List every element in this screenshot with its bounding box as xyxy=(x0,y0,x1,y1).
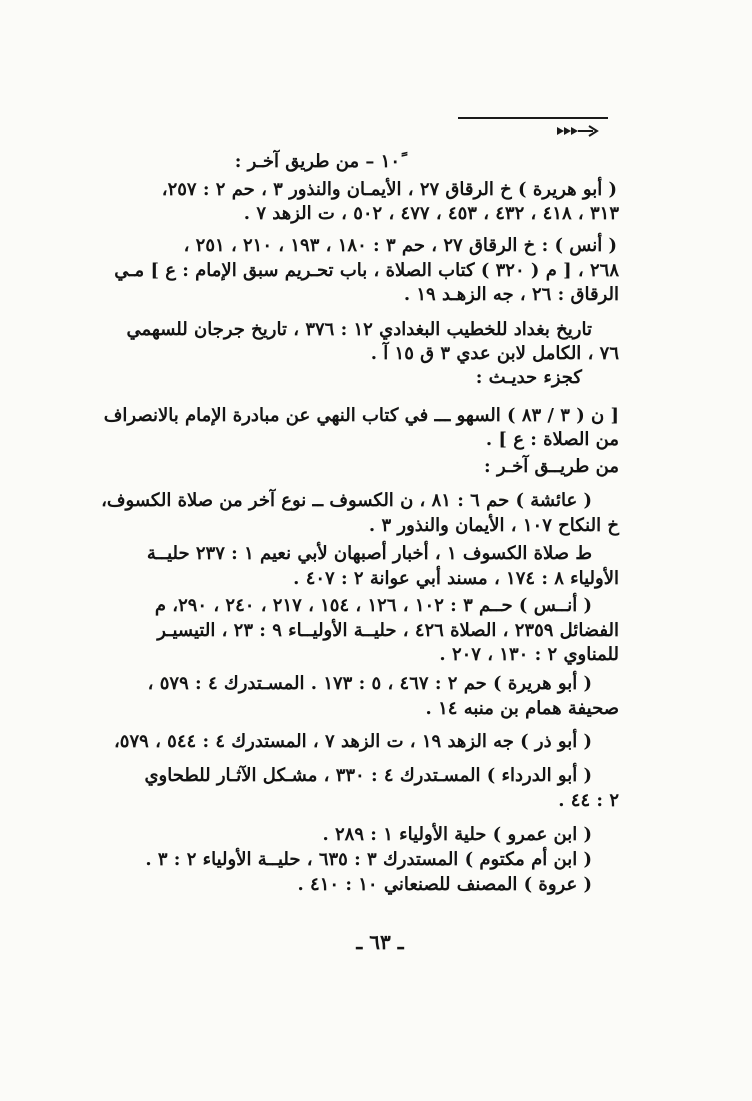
text-line: ٣١٣ ، ٤١٨ ، ٤٣٢ ، ٤٥٣ ، ٤٧٧ ، ٥٠٢ ، ت الزهد ٧ . xyxy=(243,203,619,224)
section-heading-other-route: ١٠ً – من طريق آخـر : xyxy=(234,151,400,172)
text-line: ( ابن عمرو ) حلية الأولياء ١ : ٢٨٩ . xyxy=(322,824,592,845)
text-line: ( أبو الدرداء ) المسـتدرك ٤ : ٣٣٠ ، مشـكل الآثـار للطحاوي xyxy=(144,765,592,786)
text-line: من الصلاة : ع ] . xyxy=(485,429,619,450)
page-number: ـ ٦٣ ـ xyxy=(356,930,404,954)
header-rule xyxy=(458,117,608,119)
text-line: الفضائل ٢٣٥٩ ، الصلاة ٤٢٦ ، حليــة الأوليــاء ٩ : ٢٣ ، التيسيـر xyxy=(157,620,619,641)
text-line: للمناوي ٢ : ١٣٠ ، ٢٠٧ . xyxy=(439,644,619,665)
text-line: تاريخ بغداد للخطيب البغدادي ١٢ : ٣٧٦ ، تاريخ جرجان للسهمي xyxy=(126,319,592,340)
section-heading-other-route: من طريــق آخـر : xyxy=(484,456,619,477)
text-line: ( عروة ) المصنف للصنعاني ١٠ : ٤١٠ . xyxy=(297,874,592,895)
text-line: [ ن ( ٣ / ٨٣ ) السهو ـــ في كتاب النهي عن مبادرة الإمام بالانصراف xyxy=(103,405,619,426)
text-line: الرقاق : ٢٦ ، جه الزهـد ١٩ . xyxy=(403,284,619,305)
text-line: ( أبو هريرة ) خ الرقاق ٢٧ ، الأيمـان والنذور ٣ ، حم ٢ : ٢٥٧، xyxy=(161,179,617,200)
text-line: الأولياء ٨ : ١٧٤ ، مسند أبي عوانة ٢ : ٤٠٧ . xyxy=(293,568,619,589)
double-arrow-icon xyxy=(555,122,599,140)
text-line: ( أنس ) : خ الرقاق ٢٧ ، حم ٣ : ١٨٠ ، ١٩٣ ، ٢١٠ ، ٢٥١ ، xyxy=(183,235,617,256)
text-line: خ النكاح ١٠٧ ، الأيمان والنذور ٣ . xyxy=(368,515,619,536)
text-line: ( أنــس ) حــم ٣ : ١٠٢ ، ١٢٦ ، ١٥٤ ، ٢١٧ ، ٢٤٠ ، ٢٩٠، م xyxy=(154,595,592,616)
section-heading-as-part-of-hadith: كجزء حديـث : xyxy=(475,367,582,388)
text-line: ( أبو ذر ) جه الزهد ١٩ ، ت الزهد ٧ ، المستدرك ٤ : ٥٤٤ ، ٥٧٩، xyxy=(113,731,592,752)
text-line: صحيفة همام بن منبه ١٤ . xyxy=(425,698,619,719)
text-line: ٢ : ٤٤ . xyxy=(558,790,619,811)
text-line: ط صلاة الكسوف ١ ، أخبار أصبهان لأبي نعيم ١ : ٢٣٧ حليــة xyxy=(146,543,592,564)
text-line: ٧٦ ، الكامل لابن عدي ٣ ق ١٥ آ . xyxy=(370,343,619,364)
text-line: ( ابن أم مكتوم ) المستدرك ٣ : ٦٣٥ ، حليــة الأولياء ٢ : ٣ . xyxy=(145,849,592,870)
text-line: ٢٦٨ ، [ م ( ٣٢٠ ) كتاب الصلاة ، باب تحـريم سبق الإمام : ع ] مـي xyxy=(114,260,619,281)
text-line: ( عائشة ) حم ٦ : ٨١ ، ن الكسوف ــ نوع آخر من صلاة الكسوف، xyxy=(101,490,592,511)
text-line: ( أبو هريرة ) حم ٢ : ٤٦٧ ، ٥ : ١٧٣ . المسـتدرك ٤ : ٥٧٩ ، xyxy=(147,673,592,694)
